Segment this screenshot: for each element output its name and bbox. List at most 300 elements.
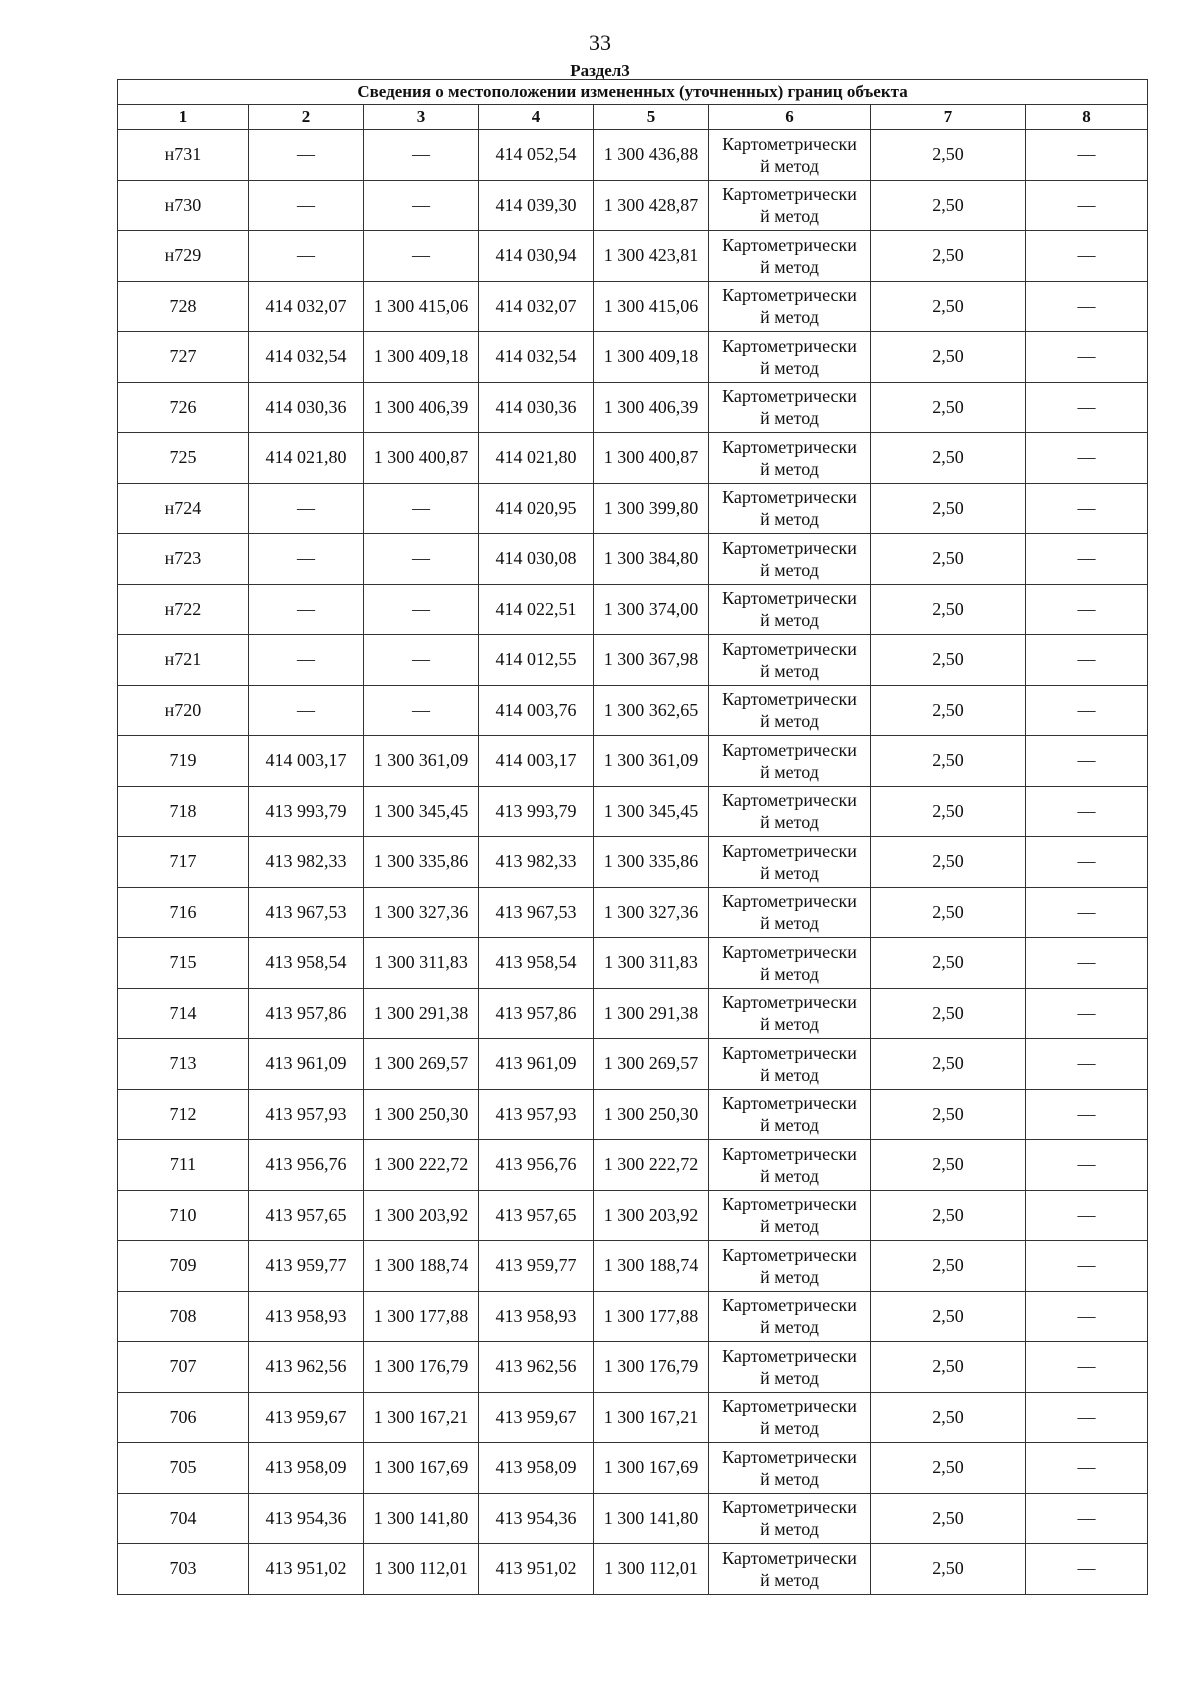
old-y-cell: 1 300 311,83 — [364, 938, 479, 989]
accuracy-cell: 2,50 — [871, 1544, 1026, 1595]
method-line-2: й метод — [760, 206, 819, 227]
method-line-2: й метод — [760, 307, 819, 328]
boundary-table — [117, 79, 1148, 1595]
accuracy-cell: 2,50 — [871, 1190, 1026, 1241]
method-cell — [709, 534, 871, 585]
method-line-1: Картометрически — [722, 638, 857, 659]
table-caption: Сведения о местоположении измененных (уточненных) границ объекта — [118, 80, 1148, 105]
method-cell — [709, 1443, 871, 1494]
point-name-cell: 707 — [118, 1342, 249, 1393]
point-name-cell: н731 — [118, 130, 249, 181]
new-y-cell: 1 300 291,38 — [594, 988, 709, 1039]
table-row — [118, 231, 1148, 282]
new-x-cell: 413 951,02 — [479, 1544, 594, 1595]
accuracy-cell: 2,50 — [871, 786, 1026, 837]
method-cell — [709, 736, 871, 787]
old-x-cell: 413 958,09 — [249, 1443, 364, 1494]
method-line-2: й метод — [760, 1064, 819, 1085]
old-x-cell: 414 032,07 — [249, 281, 364, 332]
accuracy-cell: 2,50 — [871, 1241, 1026, 1292]
column-number: 6 — [709, 105, 871, 130]
new-y-cell: 1 300 384,80 — [594, 534, 709, 585]
old-y-cell: — — [364, 635, 479, 686]
new-y-cell: 1 300 361,09 — [594, 736, 709, 787]
accuracy-cell: 2,50 — [871, 1342, 1026, 1393]
description-cell: — — [1026, 1140, 1148, 1191]
point-name-cell: н720 — [118, 685, 249, 736]
old-x-cell: 413 982,33 — [249, 837, 364, 888]
description-cell: — — [1026, 534, 1148, 585]
method-line-1: Картометрически — [722, 436, 857, 457]
old-x-cell: 414 030,36 — [249, 382, 364, 433]
new-x-cell: 414 020,95 — [479, 483, 594, 534]
method-line-1: Картометрически — [722, 285, 857, 306]
new-x-cell: 413 958,54 — [479, 938, 594, 989]
method-line-1: Картометрически — [722, 537, 857, 558]
new-x-cell: 414 022,51 — [479, 584, 594, 635]
accuracy-cell: 2,50 — [871, 584, 1026, 635]
old-y-cell: — — [364, 483, 479, 534]
new-y-cell: 1 300 311,83 — [594, 938, 709, 989]
table-row — [118, 988, 1148, 1039]
accuracy-cell: 2,50 — [871, 1392, 1026, 1443]
description-cell: — — [1026, 1392, 1148, 1443]
new-y-cell: 1 300 428,87 — [594, 180, 709, 231]
method-line-2: й метод — [760, 711, 819, 732]
table-row — [118, 1140, 1148, 1191]
new-x-cell: 413 958,09 — [479, 1443, 594, 1494]
table-row — [118, 281, 1148, 332]
point-name-cell: н721 — [118, 635, 249, 686]
method-line-1: Картометрически — [722, 1497, 857, 1518]
new-x-cell: 414 032,07 — [479, 281, 594, 332]
old-x-cell: — — [249, 534, 364, 585]
method-cell — [709, 1039, 871, 1090]
method-cell — [709, 837, 871, 888]
new-y-cell: 1 300 112,01 — [594, 1544, 709, 1595]
new-x-cell: 413 961,09 — [479, 1039, 594, 1090]
new-y-cell: 1 300 400,87 — [594, 433, 709, 484]
method-line-2: й метод — [760, 761, 819, 782]
old-y-cell: 1 300 188,74 — [364, 1241, 479, 1292]
old-y-cell: 1 300 176,79 — [364, 1342, 479, 1393]
description-cell: — — [1026, 1190, 1148, 1241]
point-name-cell: 719 — [118, 736, 249, 787]
table-row — [118, 837, 1148, 888]
point-name-cell: 711 — [118, 1140, 249, 1191]
old-x-cell: — — [249, 635, 364, 686]
method-cell — [709, 1140, 871, 1191]
old-y-cell: 1 300 177,88 — [364, 1291, 479, 1342]
new-x-cell: 414 032,54 — [479, 332, 594, 383]
column-number: 8 — [1026, 105, 1148, 130]
method-cell — [709, 483, 871, 534]
method-cell — [709, 130, 871, 181]
description-cell: — — [1026, 938, 1148, 989]
old-x-cell: 414 003,17 — [249, 736, 364, 787]
table-row — [118, 786, 1148, 837]
column-number: 2 — [249, 105, 364, 130]
method-line-1: Картометрически — [722, 739, 857, 760]
method-line-1: Картометрически — [722, 234, 857, 255]
method-line-1: Картометрически — [722, 335, 857, 356]
old-x-cell: 413 959,77 — [249, 1241, 364, 1292]
old-y-cell: 1 300 112,01 — [364, 1544, 479, 1595]
new-y-cell: 1 300 399,80 — [594, 483, 709, 534]
new-x-cell: 413 993,79 — [479, 786, 594, 837]
old-x-cell: 413 957,65 — [249, 1190, 364, 1241]
method-cell — [709, 1493, 871, 1544]
method-line-1: Картометрически — [722, 1093, 857, 1114]
point-name-cell: 709 — [118, 1241, 249, 1292]
method-line-2: й метод — [760, 256, 819, 277]
point-name-cell: н729 — [118, 231, 249, 282]
table-row — [118, 433, 1148, 484]
method-cell — [709, 584, 871, 635]
method-cell — [709, 988, 871, 1039]
old-y-cell: 1 300 250,30 — [364, 1089, 479, 1140]
new-y-cell: 1 300 176,79 — [594, 1342, 709, 1393]
new-y-cell: 1 300 188,74 — [594, 1241, 709, 1292]
method-line-2: й метод — [760, 1014, 819, 1035]
accuracy-cell: 2,50 — [871, 736, 1026, 787]
point-name-cell: н723 — [118, 534, 249, 585]
old-y-cell: 1 300 335,86 — [364, 837, 479, 888]
method-cell — [709, 1342, 871, 1393]
old-x-cell: — — [249, 180, 364, 231]
new-y-cell: 1 300 423,81 — [594, 231, 709, 282]
method-cell — [709, 1544, 871, 1595]
old-y-cell: 1 300 409,18 — [364, 332, 479, 383]
method-cell — [709, 1291, 871, 1342]
method-cell — [709, 1392, 871, 1443]
new-x-cell: 413 962,56 — [479, 1342, 594, 1393]
description-cell: — — [1026, 584, 1148, 635]
method-cell — [709, 180, 871, 231]
new-y-cell: 1 300 409,18 — [594, 332, 709, 383]
old-y-cell: 1 300 167,69 — [364, 1443, 479, 1494]
point-name-cell: 708 — [118, 1291, 249, 1342]
accuracy-cell: 2,50 — [871, 837, 1026, 888]
accuracy-cell: 2,50 — [871, 281, 1026, 332]
point-name-cell: 716 — [118, 887, 249, 938]
method-line-1: Картометрически — [722, 184, 857, 205]
new-x-cell: 413 959,77 — [479, 1241, 594, 1292]
old-x-cell: 414 021,80 — [249, 433, 364, 484]
new-y-cell: 1 300 406,39 — [594, 382, 709, 433]
new-x-cell: 413 956,76 — [479, 1140, 594, 1191]
method-line-1: Картометрически — [722, 1042, 857, 1063]
method-line-2: й метод — [760, 1569, 819, 1590]
section-title: Раздел3 — [570, 61, 630, 80]
old-x-cell: 413 954,36 — [249, 1493, 364, 1544]
old-x-cell: — — [249, 483, 364, 534]
old-x-cell: 413 951,02 — [249, 1544, 364, 1595]
table-row — [118, 938, 1148, 989]
accuracy-cell: 2,50 — [871, 887, 1026, 938]
point-name-cell: 727 — [118, 332, 249, 383]
description-cell: — — [1026, 1443, 1148, 1494]
method-line-1: Картометрически — [722, 992, 857, 1013]
method-line-2: й метод — [760, 610, 819, 631]
new-y-cell: 1 300 222,72 — [594, 1140, 709, 1191]
table-row — [118, 483, 1148, 534]
column-number: 4 — [479, 105, 594, 130]
old-x-cell: 413 958,54 — [249, 938, 364, 989]
new-y-cell: 1 300 177,88 — [594, 1291, 709, 1342]
method-line-1: Картометрически — [722, 891, 857, 912]
method-line-1: Картометрически — [722, 1396, 857, 1417]
description-cell: — — [1026, 1342, 1148, 1393]
table-row — [118, 534, 1148, 585]
point-name-cell: 703 — [118, 1544, 249, 1595]
method-line-2: й метод — [760, 509, 819, 530]
new-x-cell: 414 052,54 — [479, 130, 594, 181]
column-number: 3 — [364, 105, 479, 130]
table-row — [118, 887, 1148, 938]
old-x-cell: 413 956,76 — [249, 1140, 364, 1191]
old-x-cell: 413 967,53 — [249, 887, 364, 938]
description-cell: — — [1026, 685, 1148, 736]
description-cell: — — [1026, 382, 1148, 433]
method-line-2: й метод — [760, 1418, 819, 1439]
old-x-cell: 413 961,09 — [249, 1039, 364, 1090]
old-y-cell: 1 300 141,80 — [364, 1493, 479, 1544]
new-y-cell: 1 300 367,98 — [594, 635, 709, 686]
description-cell: — — [1026, 483, 1148, 534]
new-y-cell: 1 300 250,30 — [594, 1089, 709, 1140]
old-x-cell: — — [249, 130, 364, 181]
description-cell: — — [1026, 332, 1148, 383]
method-line-2: й метод — [760, 1165, 819, 1186]
accuracy-cell: 2,50 — [871, 1493, 1026, 1544]
method-line-1: Картометрически — [722, 1345, 857, 1366]
method-cell — [709, 332, 871, 383]
description-cell: — — [1026, 1089, 1148, 1140]
point-name-cell: н724 — [118, 483, 249, 534]
new-y-cell: 1 300 167,69 — [594, 1443, 709, 1494]
point-name-cell: 710 — [118, 1190, 249, 1241]
accuracy-cell: 2,50 — [871, 483, 1026, 534]
description-cell: — — [1026, 180, 1148, 231]
accuracy-cell: 2,50 — [871, 231, 1026, 282]
method-cell — [709, 635, 871, 686]
method-line-1: Картометрически — [722, 1547, 857, 1568]
old-y-cell: — — [364, 180, 479, 231]
method-cell — [709, 786, 871, 837]
new-x-cell: 413 957,65 — [479, 1190, 594, 1241]
accuracy-cell: 2,50 — [871, 332, 1026, 383]
table-row — [118, 332, 1148, 383]
method-cell — [709, 1089, 871, 1140]
column-number: 1 — [118, 105, 249, 130]
description-cell: — — [1026, 130, 1148, 181]
new-y-cell: 1 300 415,06 — [594, 281, 709, 332]
old-x-cell: 413 957,86 — [249, 988, 364, 1039]
table-body — [118, 130, 1148, 1595]
table-row — [118, 1443, 1148, 1494]
accuracy-cell: 2,50 — [871, 938, 1026, 989]
new-y-cell: 1 300 436,88 — [594, 130, 709, 181]
new-x-cell: 413 967,53 — [479, 887, 594, 938]
table-row — [118, 584, 1148, 635]
table-row — [118, 635, 1148, 686]
old-y-cell: 1 300 400,87 — [364, 433, 479, 484]
old-x-cell: 413 993,79 — [249, 786, 364, 837]
old-y-cell: 1 300 222,72 — [364, 1140, 479, 1191]
table-row — [118, 1089, 1148, 1140]
method-line-1: Картометрически — [722, 1143, 857, 1164]
old-x-cell: 414 032,54 — [249, 332, 364, 383]
point-name-cell: 726 — [118, 382, 249, 433]
old-y-cell: 1 300 167,21 — [364, 1392, 479, 1443]
old-y-cell: — — [364, 685, 479, 736]
table-row — [118, 1493, 1148, 1544]
old-y-cell: — — [364, 584, 479, 635]
accuracy-cell: 2,50 — [871, 1443, 1026, 1494]
method-line-2: й метод — [760, 408, 819, 429]
point-name-cell: 717 — [118, 837, 249, 888]
accuracy-cell: 2,50 — [871, 635, 1026, 686]
new-y-cell: 1 300 362,65 — [594, 685, 709, 736]
point-name-cell: 728 — [118, 281, 249, 332]
description-cell: — — [1026, 736, 1148, 787]
new-x-cell: 414 012,55 — [479, 635, 594, 686]
method-line-1: Картометрически — [722, 487, 857, 508]
description-cell: — — [1026, 786, 1148, 837]
accuracy-cell: 2,50 — [871, 685, 1026, 736]
method-line-2: й метод — [760, 1468, 819, 1489]
description-cell: — — [1026, 1493, 1148, 1544]
description-cell: — — [1026, 1291, 1148, 1342]
point-name-cell: 706 — [118, 1392, 249, 1443]
method-cell — [709, 1190, 871, 1241]
accuracy-cell: 2,50 — [871, 534, 1026, 585]
table-row — [118, 685, 1148, 736]
method-line-2: й метод — [760, 913, 819, 934]
method-line-1: Картометрически — [722, 133, 857, 154]
old-y-cell: 1 300 345,45 — [364, 786, 479, 837]
point-name-cell: 713 — [118, 1039, 249, 1090]
description-cell: — — [1026, 1544, 1148, 1595]
new-y-cell: 1 300 374,00 — [594, 584, 709, 635]
new-x-cell: 414 003,17 — [479, 736, 594, 787]
table-row — [118, 1241, 1148, 1292]
table-row — [118, 1342, 1148, 1393]
old-x-cell: — — [249, 685, 364, 736]
method-line-2: й метод — [760, 812, 819, 833]
old-x-cell: — — [249, 584, 364, 635]
method-line-2: й метод — [760, 155, 819, 176]
method-cell — [709, 231, 871, 282]
new-x-cell: 414 030,94 — [479, 231, 594, 282]
method-line-1: Картометрически — [722, 689, 857, 710]
old-y-cell: — — [364, 231, 479, 282]
table-row — [118, 1291, 1148, 1342]
method-line-2: й метод — [760, 1216, 819, 1237]
method-cell — [709, 887, 871, 938]
old-x-cell: 413 957,93 — [249, 1089, 364, 1140]
table-row — [118, 1392, 1148, 1443]
point-name-cell: н722 — [118, 584, 249, 635]
new-x-cell: 414 039,30 — [479, 180, 594, 231]
column-number: 7 — [871, 105, 1026, 130]
description-cell: — — [1026, 1039, 1148, 1090]
method-line-1: Картометрически — [722, 1244, 857, 1265]
method-line-1: Картометрически — [722, 1194, 857, 1215]
new-y-cell: 1 300 327,36 — [594, 887, 709, 938]
accuracy-cell: 2,50 — [871, 130, 1026, 181]
method-line-2: й метод — [760, 559, 819, 580]
new-x-cell: 414 003,76 — [479, 685, 594, 736]
method-line-1: Картометрически — [722, 941, 857, 962]
old-y-cell: — — [364, 130, 479, 181]
table-row — [118, 180, 1148, 231]
method-line-2: й метод — [760, 1317, 819, 1338]
accuracy-cell: 2,50 — [871, 1291, 1026, 1342]
accuracy-cell: 2,50 — [871, 988, 1026, 1039]
method-line-2: й метод — [760, 862, 819, 883]
new-y-cell: 1 300 167,21 — [594, 1392, 709, 1443]
method-line-2: й метод — [760, 458, 819, 479]
method-cell — [709, 382, 871, 433]
method-line-2: й метод — [760, 1367, 819, 1388]
method-line-1: Картометрически — [722, 1295, 857, 1316]
old-y-cell: 1 300 415,06 — [364, 281, 479, 332]
description-cell: — — [1026, 433, 1148, 484]
point-name-cell: 714 — [118, 988, 249, 1039]
table-row — [118, 1190, 1148, 1241]
description-cell: — — [1026, 837, 1148, 888]
old-y-cell: 1 300 406,39 — [364, 382, 479, 433]
old-y-cell: — — [364, 534, 479, 585]
old-x-cell: 413 962,56 — [249, 1342, 364, 1393]
page-number: 33 — [589, 30, 611, 55]
new-x-cell: 414 030,36 — [479, 382, 594, 433]
new-x-cell: 413 982,33 — [479, 837, 594, 888]
column-number-row — [118, 105, 1148, 130]
description-cell: — — [1026, 1241, 1148, 1292]
column-number: 5 — [594, 105, 709, 130]
table-row — [118, 736, 1148, 787]
method-cell — [709, 1241, 871, 1292]
accuracy-cell: 2,50 — [871, 382, 1026, 433]
point-name-cell: 712 — [118, 1089, 249, 1140]
new-x-cell: 413 957,86 — [479, 988, 594, 1039]
new-y-cell: 1 300 345,45 — [594, 786, 709, 837]
new-x-cell: 414 021,80 — [479, 433, 594, 484]
old-y-cell: 1 300 203,92 — [364, 1190, 479, 1241]
method-cell — [709, 938, 871, 989]
accuracy-cell: 2,50 — [871, 433, 1026, 484]
old-y-cell: 1 300 291,38 — [364, 988, 479, 1039]
new-x-cell: 414 030,08 — [479, 534, 594, 585]
old-y-cell: 1 300 269,57 — [364, 1039, 479, 1090]
point-name-cell: 718 — [118, 786, 249, 837]
description-cell: — — [1026, 887, 1148, 938]
accuracy-cell: 2,50 — [871, 1039, 1026, 1090]
old-x-cell: 413 958,93 — [249, 1291, 364, 1342]
new-y-cell: 1 300 335,86 — [594, 837, 709, 888]
method-line-1: Картометрически — [722, 790, 857, 811]
old-y-cell: 1 300 361,09 — [364, 736, 479, 787]
method-cell — [709, 685, 871, 736]
table-row — [118, 1039, 1148, 1090]
description-cell: — — [1026, 231, 1148, 282]
point-name-cell: 725 — [118, 433, 249, 484]
new-y-cell: 1 300 141,80 — [594, 1493, 709, 1544]
accuracy-cell: 2,50 — [871, 1089, 1026, 1140]
